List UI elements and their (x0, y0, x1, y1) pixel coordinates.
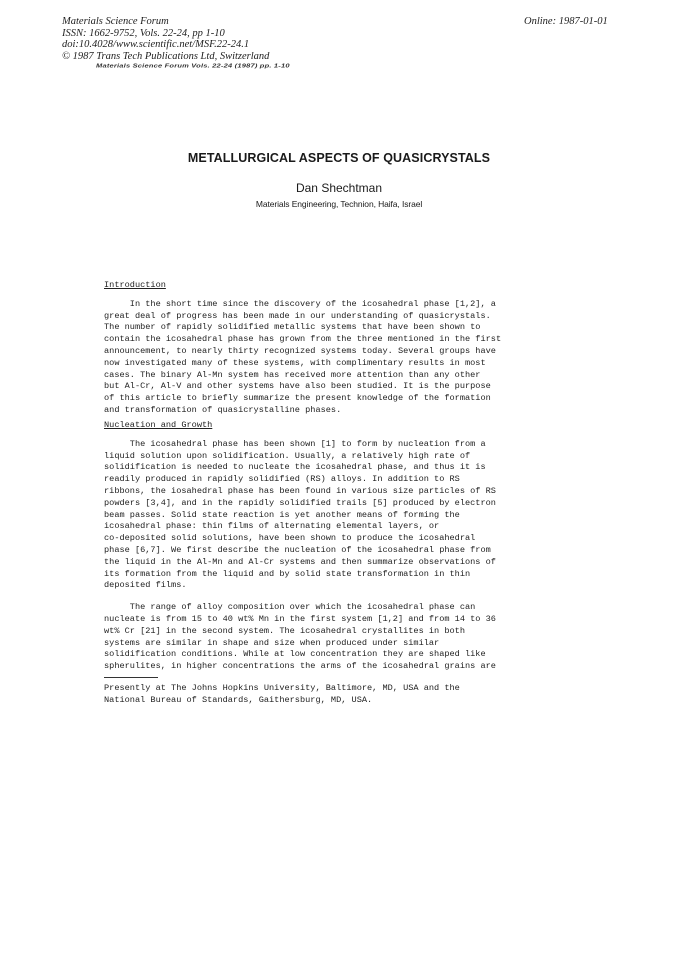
text-line: The icosahedral phase has been shown [1] to form by nucleation from a (104, 438, 486, 449)
online-date: Online: 1987-01-01 (524, 16, 608, 27)
doi-line: doi:10.4028/www.scientific.net/MSF.22-24.1 (62, 39, 250, 50)
issn-line: ISSN: 1662-9752, Vols. 22-24, pp 1-10 (62, 27, 225, 39)
section-heading: Nucleation and Growth (104, 420, 213, 430)
text-line: contain the icosahedral phase has grown from the three mentioned in the first (104, 334, 502, 345)
paragraph (104, 602, 534, 673)
cut-off-running-header: Materials Science Forum Vols. 22-24 (1987) pp. 1-10 (96, 62, 290, 69)
text-line: announcement, to nearly thirty recognized systems today. Several groups have (104, 345, 496, 356)
paragraph (104, 299, 534, 417)
text-line: the liquid in the Al-Mn and Al-Cr systems and then summarize observations of (104, 556, 496, 567)
author-affiliation: Materials Engineering, Technion, Haifa, Israel (255, 199, 423, 209)
text-line: solidification conditions. While at low concentration they are shaped like (104, 649, 486, 660)
footnote-line: National Bureau of Standards, Gaithersburg, MD, USA. (104, 694, 373, 705)
text-line: great deal of progress has been made in our understanding of quasicrystals. (104, 310, 491, 321)
paper-title: METALLURGICAL ASPECTS OF QUASICRYSTALS (187, 151, 491, 165)
paragraph (104, 439, 534, 592)
text-line: cases. The binary Al-Mn system has received more attention than any other (104, 369, 481, 380)
footnote-line: Presently at The Johns Hopkins University, Baltimore, MD, USA and the (104, 683, 460, 693)
text-line: nucleate is from 15 to 40 wt% Mn in the first system [1,2] and from 14 to 36 (104, 613, 496, 624)
author-name: Dan Shechtman (295, 181, 383, 195)
text-line: The number of rapidly solidified metallic systems that have been shown to (104, 322, 481, 333)
text-line: its formation from the liquid and by solid state transformation in thin (104, 568, 471, 579)
text-line: readily produced in rapidly solidified (RS) alloys. In addition to RS (104, 474, 460, 485)
text-line: spherulites, in higher concentrations the arms of the icosahedral grains are (104, 661, 496, 672)
footnote (104, 683, 534, 707)
journal-header (62, 16, 269, 62)
text-line: icosahedral phase: thin films of alternating elemental layers, or (104, 521, 440, 532)
text-line: In the short time since the discovery of the icosahedral phase [1,2], a (104, 298, 496, 309)
text-line: solidification is needed to nucleate the icosahedral phase, and thus it is (104, 462, 486, 473)
text-line: liquid solution upon solidification. Usually, a relatively high rate of (104, 450, 471, 461)
text-line: The range of alloy composition over which the icosahedral phase can (104, 602, 476, 613)
text-line: co-deposited solid solutions, have been shown to produce the icosahedral (104, 533, 476, 544)
text-line: phase [6,7]. We first describe the nucleation of the icosahedral phase from (104, 544, 491, 555)
section-introduction (104, 280, 534, 417)
text-line: now investigated many of these systems, with complimentary results in most (104, 357, 486, 368)
text-line: deposited films. (104, 580, 187, 591)
section-nucleation-and-growth (104, 420, 534, 673)
text-line: powders [3,4], and in the rapidly solidified trails [5] produced by electron (104, 497, 496, 508)
text-line: ribbons, the iosahedral phase has been found in various size particles of RS (104, 485, 496, 496)
copyright-line: © 1987 Trans Tech Publications Ltd, Switzerland (62, 50, 270, 62)
text-line: systems are similar in shape and size when produced under similar (104, 637, 440, 648)
text-line: of this article to briefly summarize the present knowledge of the formation (104, 393, 491, 404)
footnote-rule (104, 677, 158, 678)
text-line: beam passes. Solid state reaction is yet another means of forming the (104, 509, 460, 520)
text-line: but Al-Cr, Al-V and other systems have also been studied. It is the purpose (104, 381, 491, 392)
journal-name: Materials Science Forum (62, 16, 169, 27)
text-line: and transformation of quasicrystalline phases. (104, 404, 342, 415)
text-line: wt% Cr [21] in the second system. The icosahedral crystallites in both (104, 625, 465, 636)
section-heading: Introduction (104, 280, 166, 290)
